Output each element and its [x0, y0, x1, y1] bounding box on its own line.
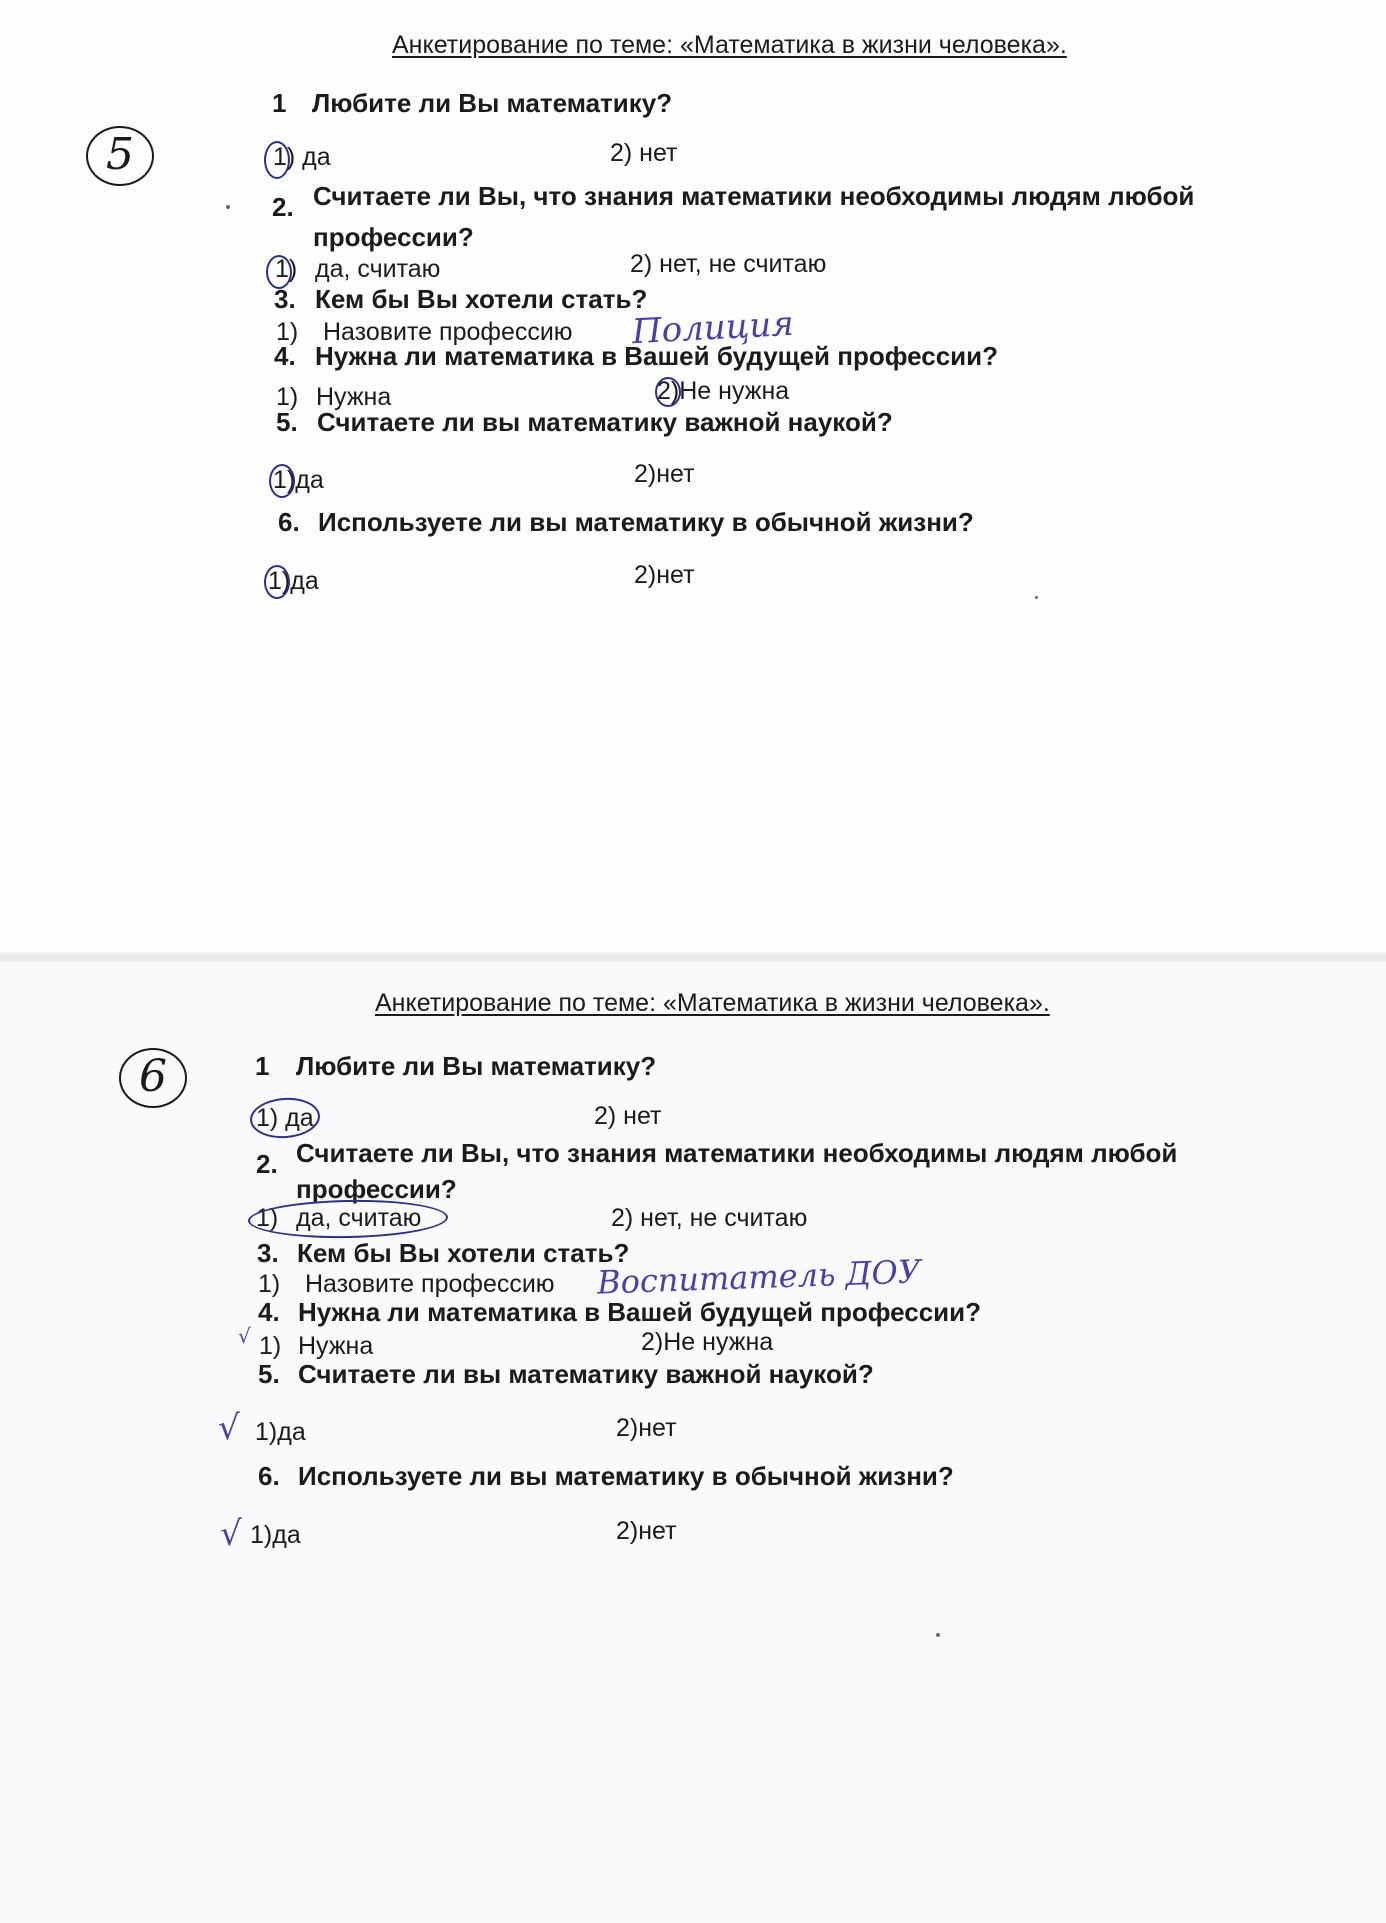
question-3-text: Кем бы Вы хотели стать?	[297, 1238, 630, 1268]
handwritten-profession: Воспитатель ДОУ	[596, 1252, 922, 1302]
question-1-number: 1	[272, 88, 287, 118]
check-mark-icon: √	[218, 1408, 240, 1448]
answer-circle-mark	[249, 1096, 322, 1141]
question-3-number: 3.	[257, 1238, 279, 1268]
q2-option-yes-number: 1)	[275, 255, 298, 283]
q4-option-yes-number: 1)	[276, 383, 299, 411]
question-3-text: Кем бы Вы хотели стать?	[315, 284, 648, 314]
q2-option-yes-number: 1)	[256, 1204, 279, 1232]
question-2-number: 2.	[272, 192, 294, 222]
q3-option-number: 1)	[258, 1270, 281, 1298]
survey-sheet-5	[0, 0, 1386, 955]
question-4-text: Нужна ли математика в Вашей будущей профессии?	[315, 341, 999, 371]
sheet-number: 6	[139, 1051, 167, 1102]
question-2-number: 2.	[256, 1149, 278, 1179]
q2-option-no[interactable]: 2) нет, не считаю	[611, 1204, 808, 1232]
question-1-text: Любите ли Вы математику?	[312, 88, 673, 118]
question-2-text: Считаете ли Вы, что знания математики необходимы людям любой	[313, 181, 1195, 211]
question-2-text: Считаете ли Вы, что знания математики необходимы людям любой	[296, 1138, 1178, 1168]
question-1-text: Любите ли Вы математику?	[296, 1051, 657, 1081]
question-6-number: 6.	[258, 1461, 280, 1491]
q4-option-yes[interactable]: Нужна	[298, 1332, 374, 1360]
sheet-number-circle	[86, 126, 154, 186]
q4-option-no[interactable]: 2)Не нужна	[657, 377, 790, 405]
question-6-number: 6.	[278, 507, 300, 537]
sheet-number-circle	[119, 1048, 187, 1108]
q6-option-yes[interactable]: 1)да	[268, 567, 319, 595]
question-6-text: Используете ли вы математику в обычной жизни?	[298, 1461, 954, 1491]
question-1-number: 1	[255, 1051, 270, 1081]
handwritten-profession: Полиция	[631, 303, 795, 353]
q2-option-yes[interactable]: да, считаю	[296, 1204, 422, 1232]
answer-circle-mark	[264, 565, 290, 599]
question-3-number: 3.	[274, 284, 296, 314]
question-4-number: 4.	[274, 341, 296, 371]
q1-option-no[interactable]: 2) нет	[610, 139, 678, 167]
question-6-text: Используете ли вы математику в обычной жизни?	[318, 507, 974, 537]
q1-option-no[interactable]: 2) нет	[594, 1102, 662, 1130]
sheet-number: 5	[106, 129, 134, 180]
q4-option-yes-number: 1)	[259, 1332, 282, 1360]
question-2-text-cont: профессии?	[296, 1174, 457, 1204]
q1-option-yes[interactable]: 1) да	[256, 1104, 314, 1132]
q3-option-label: Назовите профессию	[323, 318, 573, 346]
q4-option-yes[interactable]: Нужна	[316, 383, 392, 411]
q1-option-yes[interactable]: 1) да	[273, 143, 331, 171]
answer-circle-mark	[269, 464, 295, 498]
question-2-text-cont: профессии?	[313, 222, 474, 252]
paper-speck	[936, 1633, 940, 1637]
question-5-text: Считаете ли вы математику важной наукой?	[317, 407, 893, 437]
paper-speck	[1035, 596, 1038, 599]
q5-option-no[interactable]: 2)нет	[616, 1414, 677, 1442]
answer-circle-mark	[264, 141, 290, 179]
question-5-number: 5.	[276, 407, 298, 437]
q2-option-yes[interactable]: да, считаю	[315, 255, 441, 283]
q3-option-number: 1)	[276, 318, 299, 346]
q2-option-no[interactable]: 2) нет, не считаю	[630, 250, 827, 278]
q5-option-yes[interactable]: 1)да	[255, 1418, 306, 1446]
paper-speck	[226, 205, 230, 209]
q5-option-yes[interactable]: 1)да	[273, 466, 324, 494]
q6-option-no[interactable]: 2)нет	[634, 561, 695, 589]
question-5-number: 5.	[258, 1359, 280, 1389]
survey-sheet-6	[0, 962, 1386, 1923]
q6-option-no[interactable]: 2)нет	[616, 1517, 677, 1545]
check-mark-icon: √	[238, 1324, 251, 1348]
question-4-text: Нужна ли математика в Вашей будущей профессии?	[298, 1297, 982, 1327]
answer-circle-mark	[655, 377, 681, 407]
survey-title: Анкетирование по теме: «Математика в жизни человека».	[392, 31, 1067, 59]
question-4-number: 4.	[258, 1297, 280, 1327]
q6-option-yes[interactable]: 1)да	[250, 1521, 301, 1549]
q4-option-no[interactable]: 2)Не нужна	[641, 1328, 774, 1356]
question-5-text: Считаете ли вы математику важной наукой?	[298, 1359, 874, 1389]
survey-title: Анкетирование по теме: «Математика в жизни человека».	[375, 989, 1050, 1017]
q5-option-no[interactable]: 2)нет	[634, 460, 695, 488]
check-mark-icon: √	[220, 1514, 242, 1554]
q3-option-label: Назовите профессию	[305, 1270, 555, 1298]
